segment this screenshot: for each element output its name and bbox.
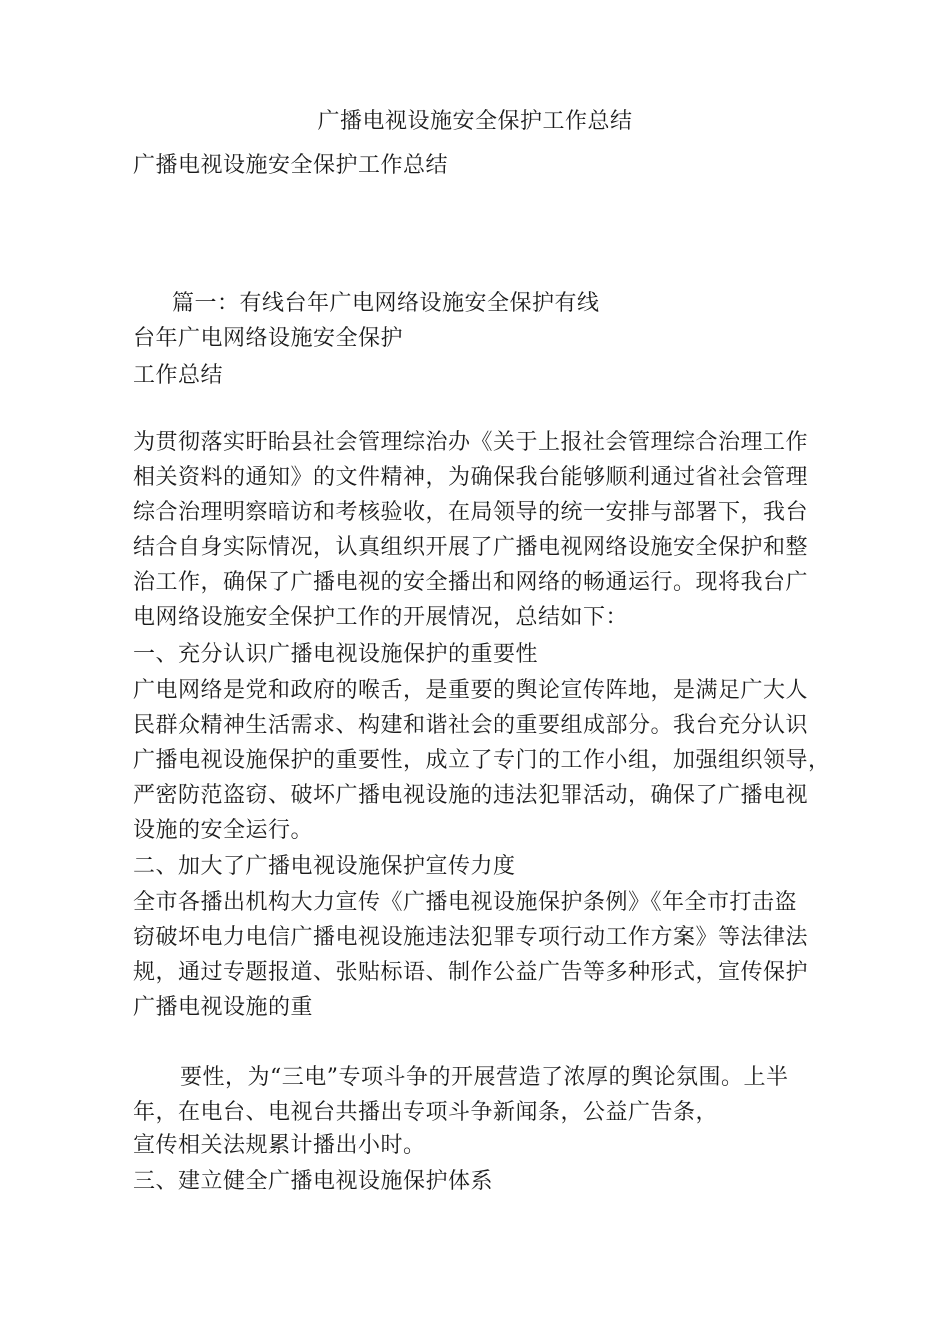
paragraph-line: 要性，为“三电”专项斗争的开展营造了浓厚的舆论氛围。上半 — [180, 1065, 789, 1090]
paragraph-line: 设施的安全运行。 — [133, 818, 314, 843]
paragraph-line: 电网络设施安全保护工作的开展情况，总结如下： — [133, 605, 629, 630]
paragraph-line: 全市各播出机构大力宣传《广播电视设施保护条例》《年全市打击盗 — [133, 890, 798, 915]
paragraph-line: 治工作，确保了广播电视的安全播出和网络的畅通运行。现将我台广 — [133, 570, 809, 595]
document-title: 广播电视设施安全保护工作总结 — [317, 109, 633, 134]
paragraph-line: 广播电视设施的重 — [133, 995, 314, 1020]
paragraph-line: 宣传相关法规累计播出小时。 — [133, 1133, 426, 1158]
paragraph-line: 结合自身实际情况，认真组织开展了广播电视网络设施安全保护和整 — [133, 535, 809, 560]
paragraph-line: 广电网络是党和政府的喉舌，是重要的舆论宣传阵地，是满足广大人 — [133, 678, 809, 703]
paragraph-line: 民群众精神生活需求、构建和谐社会的重要组成部分。我台充分认识 — [133, 713, 809, 738]
section-heading: 三、建立健全广播电视设施保护体系 — [133, 1169, 494, 1194]
part-heading-line: 工作总结 — [133, 363, 224, 388]
section-heading: 二、加大了广播电视设施保护宣传力度 — [133, 854, 516, 879]
part-heading-line: 台年广电网络设施安全保护 — [133, 326, 404, 351]
paragraph-line: 相关资料的通知》的文件精神，为确保我台能够顺利通过省社会管理 — [133, 465, 809, 490]
section-heading: 一、充分认识广播电视设施保护的重要性 — [133, 642, 539, 667]
part-heading-line: 篇一：有线台年广电网络设施安全保护有线 — [172, 291, 600, 316]
paragraph-line: 年，在电台、电视台共播出专项斗争新闻条，公益广告条， — [133, 1100, 719, 1125]
document-subtitle: 广播电视设施安全保护工作总结 — [133, 153, 449, 178]
paragraph-line: 规，通过专题报道、张贴标语、制作公益广告等多种形式，宣传保护 — [133, 960, 809, 985]
paragraph-line: 综合治理明察暗访和考核验收，在局领导的统一安排与部署下，我台 — [133, 500, 809, 525]
paragraph-line: 广播电视设施保护的重要性，成立了专门的工作小组，加强组织领导， — [133, 748, 831, 773]
paragraph-line: 严密防范盗窃、破坏广播电视设施的违法犯罪活动，确保了广播电视 — [133, 783, 809, 808]
paragraph-line: 为贯彻落实盱眙县社会管理综治办《关于上报社会管理综合治理工作 — [133, 430, 809, 455]
paragraph-line: 窃破坏电力电信广播电视设施违法犯罪专项行动工作方案》等法律法 — [133, 925, 809, 950]
